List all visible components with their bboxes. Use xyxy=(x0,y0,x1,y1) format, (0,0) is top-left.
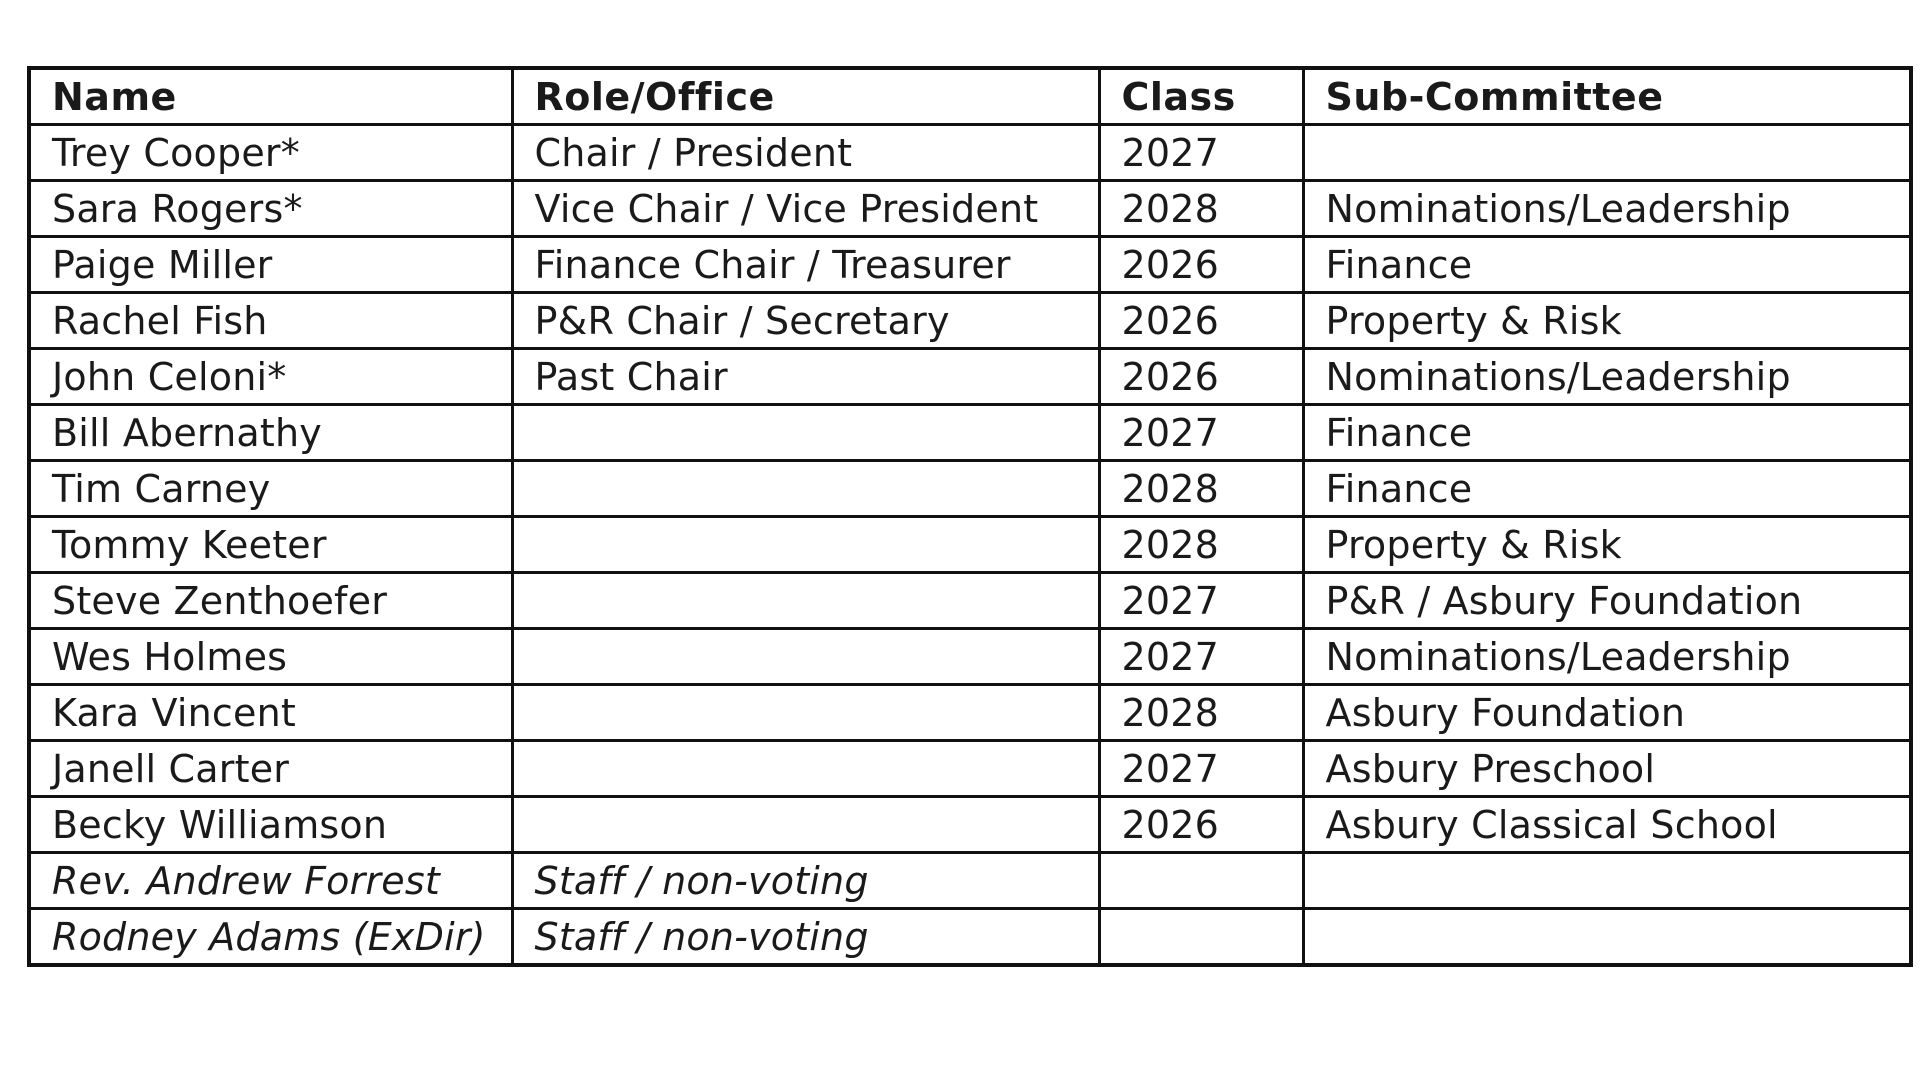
cell-name: John Celoni* xyxy=(29,349,512,405)
table-row xyxy=(29,237,1911,293)
cell-role-office xyxy=(512,741,1099,797)
cell-role-office: Chair / President xyxy=(512,125,1099,181)
table-row xyxy=(29,741,1911,797)
cell-sub-committee: Nominations/Leadership xyxy=(1303,181,1911,237)
cell-sub-committee: Finance xyxy=(1303,237,1911,293)
cell-name: Trey Cooper* xyxy=(29,125,512,181)
cell-sub-committee: Asbury Foundation xyxy=(1303,685,1911,741)
cell-role-office xyxy=(512,685,1099,741)
cell-class xyxy=(1099,853,1303,909)
table-row xyxy=(29,461,1911,517)
table-row xyxy=(29,293,1911,349)
cell-sub-committee: Asbury Classical School xyxy=(1303,797,1911,853)
cell-class: 2026 xyxy=(1099,797,1303,853)
cell-role-office: Staff / non-voting xyxy=(512,853,1099,909)
cell-name: Becky Williamson xyxy=(29,797,512,853)
cell-sub-committee: Asbury Preschool xyxy=(1303,741,1911,797)
cell-name: Rev. Andrew Forrest xyxy=(29,853,512,909)
cell-sub-committee xyxy=(1303,909,1911,966)
cell-sub-committee xyxy=(1303,853,1911,909)
board-members-table xyxy=(27,66,1913,967)
table-row xyxy=(29,517,1911,573)
cell-class: 2028 xyxy=(1099,517,1303,573)
cell-name: Wes Holmes xyxy=(29,629,512,685)
table-row xyxy=(29,797,1911,853)
cell-class: 2027 xyxy=(1099,405,1303,461)
cell-name: Bill Abernathy xyxy=(29,405,512,461)
cell-role-office: Finance Chair / Treasurer xyxy=(512,237,1099,293)
table-row xyxy=(29,853,1911,909)
cell-sub-committee: P&R / Asbury Foundation xyxy=(1303,573,1911,629)
cell-class: 2027 xyxy=(1099,629,1303,685)
cell-role-office xyxy=(512,797,1099,853)
cell-role-office: Staff / non-voting xyxy=(512,909,1099,966)
cell-name: Sara Rogers* xyxy=(29,181,512,237)
cell-sub-committee: Property & Risk xyxy=(1303,517,1911,573)
cell-role-office: Past Chair xyxy=(512,349,1099,405)
cell-name: Tommy Keeter xyxy=(29,517,512,573)
cell-sub-committee: Finance xyxy=(1303,405,1911,461)
cell-role-office xyxy=(512,517,1099,573)
cell-sub-committee xyxy=(1303,125,1911,181)
cell-class: 2027 xyxy=(1099,573,1303,629)
header-sub-committee: Sub-Committee xyxy=(1303,68,1911,125)
cell-name: Rachel Fish xyxy=(29,293,512,349)
cell-role-office xyxy=(512,629,1099,685)
table-row xyxy=(29,405,1911,461)
cell-class xyxy=(1099,909,1303,966)
header-row xyxy=(29,68,1911,125)
cell-role-office xyxy=(512,405,1099,461)
cell-name: Kara Vincent xyxy=(29,685,512,741)
cell-sub-committee: Finance xyxy=(1303,461,1911,517)
cell-class: 2026 xyxy=(1099,237,1303,293)
cell-sub-committee: Nominations/Leadership xyxy=(1303,629,1911,685)
table-row xyxy=(29,125,1911,181)
cell-class: 2026 xyxy=(1099,349,1303,405)
cell-role-office: P&R Chair / Secretary xyxy=(512,293,1099,349)
table-row xyxy=(29,685,1911,741)
cell-name: Janell Carter xyxy=(29,741,512,797)
cell-role-office xyxy=(512,461,1099,517)
table-row xyxy=(29,629,1911,685)
cell-class: 2028 xyxy=(1099,685,1303,741)
table-row xyxy=(29,909,1911,966)
table-body xyxy=(29,125,1911,966)
cell-class: 2027 xyxy=(1099,741,1303,797)
header-role-office: Role/Office xyxy=(512,68,1099,125)
cell-role-office xyxy=(512,573,1099,629)
table-row xyxy=(29,181,1911,237)
cell-name: Paige Miller xyxy=(29,237,512,293)
cell-class: 2026 xyxy=(1099,293,1303,349)
table-row xyxy=(29,573,1911,629)
table-row xyxy=(29,349,1911,405)
cell-name: Rodney Adams (ExDir) xyxy=(29,909,512,966)
cell-sub-committee: Property & Risk xyxy=(1303,293,1911,349)
header-class: Class xyxy=(1099,68,1303,125)
cell-name: Tim Carney xyxy=(29,461,512,517)
cell-name: Steve Zenthoefer xyxy=(29,573,512,629)
cell-class: 2028 xyxy=(1099,461,1303,517)
table-header xyxy=(29,68,1911,125)
header-name: Name xyxy=(29,68,512,125)
cell-sub-committee: Nominations/Leadership xyxy=(1303,349,1911,405)
cell-class: 2028 xyxy=(1099,181,1303,237)
cell-role-office: Vice Chair / Vice President xyxy=(512,181,1099,237)
cell-class: 2027 xyxy=(1099,125,1303,181)
